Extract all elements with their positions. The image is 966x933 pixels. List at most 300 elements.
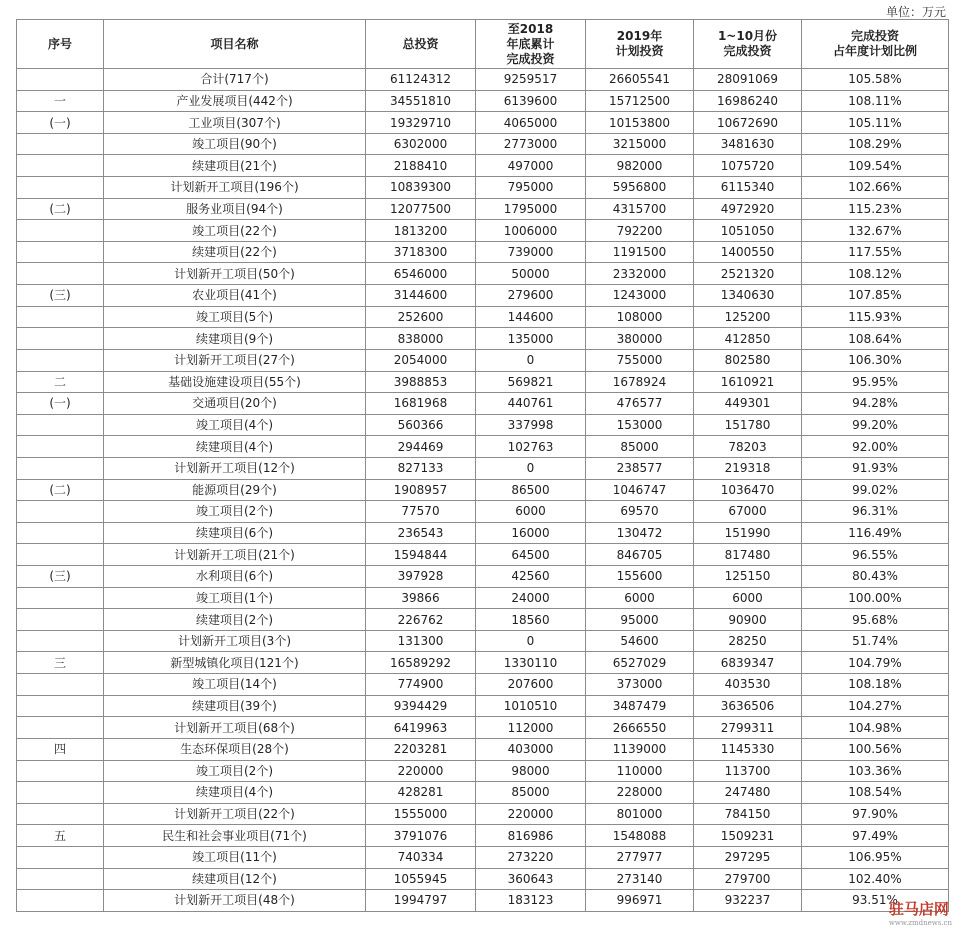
cell-cumulative-2018: 86500 [476,479,586,501]
header-cumulative-2018: 至2018 年底累计 完成投资 [476,20,586,69]
watermark-url: www.zmdnews.cn [888,919,952,927]
cell-seq [17,674,104,696]
cell-total-investment: 1555000 [366,803,476,825]
cell-jan-oct-completed: 1509231 [694,825,802,847]
table-row [17,90,949,112]
table-row [17,414,949,436]
cell-cumulative-2018: 6139600 [476,90,586,112]
cell-seq [17,133,104,155]
cell-seq: 一 [17,90,104,112]
cell-total-investment: 3988853 [366,371,476,393]
cell-plan-2019: 380000 [586,328,694,350]
cell-seq [17,587,104,609]
cell-project-name: 续建项目(9个) [104,328,366,350]
cell-completion-ratio: 104.79% [802,652,949,674]
cell-cumulative-2018: 1010510 [476,695,586,717]
table-row [17,198,949,220]
cell-seq [17,544,104,566]
cell-plan-2019: 3487479 [586,695,694,717]
table-row [17,220,949,242]
cell-total-investment: 39866 [366,587,476,609]
cell-seq [17,436,104,458]
cell-seq [17,803,104,825]
cell-cumulative-2018: 9259517 [476,69,586,91]
cell-completion-ratio: 92.00% [802,436,949,458]
cell-total-investment: 12077500 [366,198,476,220]
cell-jan-oct-completed: 297295 [694,846,802,868]
cell-cumulative-2018: 85000 [476,782,586,804]
cell-seq [17,414,104,436]
table-row [17,566,949,588]
cell-total-investment: 10839300 [366,177,476,199]
cell-cumulative-2018: 816986 [476,825,586,847]
cell-total-investment: 428281 [366,782,476,804]
cell-jan-oct-completed: 1610921 [694,371,802,393]
cell-seq [17,177,104,199]
cell-seq: (二) [17,479,104,501]
header-total-investment: 总投资 [366,20,476,69]
cell-jan-oct-completed: 219318 [694,457,802,479]
cell-completion-ratio: 107.85% [802,285,949,307]
cell-seq [17,868,104,890]
cell-jan-oct-completed: 1145330 [694,738,802,760]
cell-total-investment: 6419963 [366,717,476,739]
cell-completion-ratio: 108.18% [802,674,949,696]
table-row [17,630,949,652]
cell-total-investment: 1594844 [366,544,476,566]
cell-completion-ratio: 108.54% [802,782,949,804]
cell-cumulative-2018: 0 [476,349,586,371]
cell-jan-oct-completed: 28091069 [694,69,802,91]
cell-total-investment: 6302000 [366,133,476,155]
table-row [17,436,949,458]
cell-cumulative-2018: 50000 [476,263,586,285]
cell-completion-ratio: 104.98% [802,717,949,739]
cell-project-name: 基础设施建设项目(55个) [104,371,366,393]
cell-completion-ratio: 96.31% [802,501,949,523]
cell-plan-2019: 1678924 [586,371,694,393]
cell-completion-ratio: 115.93% [802,306,949,328]
cell-total-investment: 740334 [366,846,476,868]
cell-completion-ratio: 100.56% [802,738,949,760]
cell-cumulative-2018: 1006000 [476,220,586,242]
cell-cumulative-2018: 440761 [476,393,586,415]
cell-total-investment: 1813200 [366,220,476,242]
cell-project-name: 计划新开工项目(48个) [104,890,366,912]
cell-jan-oct-completed: 151780 [694,414,802,436]
cell-total-investment: 61124312 [366,69,476,91]
cell-project-name: 计划新开工项目(3个) [104,630,366,652]
cell-total-investment: 226762 [366,609,476,631]
header-seq: 序号 [17,20,104,69]
cell-jan-oct-completed: 10672690 [694,112,802,134]
cell-completion-ratio: 99.02% [802,479,949,501]
cell-project-name: 新型城镇化项目(121个) [104,652,366,674]
cell-cumulative-2018: 42560 [476,566,586,588]
cell-seq: (一) [17,112,104,134]
table-header-row [17,20,949,69]
table-row [17,674,949,696]
cell-cumulative-2018: 220000 [476,803,586,825]
cell-cumulative-2018: 1330110 [476,652,586,674]
cell-completion-ratio: 116.49% [802,522,949,544]
cell-seq [17,349,104,371]
cell-total-investment: 560366 [366,414,476,436]
unit-label: 单位：万元 [885,5,946,19]
cell-total-investment: 1055945 [366,868,476,890]
cell-completion-ratio: 109.54% [802,155,949,177]
cell-cumulative-2018: 569821 [476,371,586,393]
cell-completion-ratio: 99.20% [802,414,949,436]
table-row [17,760,949,782]
cell-jan-oct-completed: 3636506 [694,695,802,717]
cell-project-name: 水利项目(6个) [104,566,366,588]
cell-seq [17,263,104,285]
table-row [17,501,949,523]
table-row [17,371,949,393]
cell-completion-ratio: 108.64% [802,328,949,350]
cell-plan-2019: 54600 [586,630,694,652]
cell-seq [17,717,104,739]
cell-plan-2019: 228000 [586,782,694,804]
cell-jan-oct-completed: 802580 [694,349,802,371]
cell-seq: 五 [17,825,104,847]
cell-cumulative-2018: 112000 [476,717,586,739]
cell-project-name: 续建项目(6个) [104,522,366,544]
table-row [17,155,949,177]
cell-jan-oct-completed: 1051050 [694,220,802,242]
cell-jan-oct-completed: 817480 [694,544,802,566]
table-row [17,868,949,890]
cell-completion-ratio: 108.12% [802,263,949,285]
cell-total-investment: 6546000 [366,263,476,285]
cell-project-name: 计划新开工项目(50个) [104,263,366,285]
cell-total-investment: 1908957 [366,479,476,501]
cell-seq: 二 [17,371,104,393]
cell-project-name: 竣工项目(2个) [104,501,366,523]
cell-completion-ratio: 95.95% [802,371,949,393]
cell-total-investment: 827133 [366,457,476,479]
cell-plan-2019: 238577 [586,457,694,479]
cell-cumulative-2018: 337998 [476,414,586,436]
cell-seq [17,306,104,328]
table-row [17,890,949,912]
cell-cumulative-2018: 102763 [476,436,586,458]
cell-project-name: 计划新开工项目(68个) [104,717,366,739]
cell-jan-oct-completed: 2799311 [694,717,802,739]
cell-plan-2019: 1548088 [586,825,694,847]
cell-completion-ratio: 106.30% [802,349,949,371]
cell-seq [17,155,104,177]
cell-jan-oct-completed: 6000 [694,587,802,609]
cell-project-name: 续建项目(12个) [104,868,366,890]
cell-project-name: 计划新开工项目(12个) [104,457,366,479]
header-completion-ratio: 完成投资 占年度计划比例 [802,20,949,69]
cell-plan-2019: 755000 [586,349,694,371]
cell-total-investment: 3718300 [366,241,476,263]
cell-completion-ratio: 108.11% [802,90,949,112]
cell-total-investment: 34551810 [366,90,476,112]
cell-jan-oct-completed: 279700 [694,868,802,890]
cell-total-investment: 1994797 [366,890,476,912]
watermark-text: 驻马店网 [888,900,949,918]
cell-plan-2019: 1191500 [586,241,694,263]
cell-project-name: 竣工项目(2个) [104,760,366,782]
cell-plan-2019: 110000 [586,760,694,782]
cell-completion-ratio: 108.29% [802,133,949,155]
table-row [17,285,949,307]
cell-seq [17,630,104,652]
cell-plan-2019: 982000 [586,155,694,177]
cell-plan-2019: 373000 [586,674,694,696]
cell-cumulative-2018: 207600 [476,674,586,696]
cell-cumulative-2018: 2773000 [476,133,586,155]
cell-cumulative-2018: 360643 [476,868,586,890]
table-row [17,393,949,415]
cell-seq [17,328,104,350]
cell-plan-2019: 6527029 [586,652,694,674]
cell-project-name: 服务业项目(94个) [104,198,366,220]
table-row [17,112,949,134]
cell-plan-2019: 6000 [586,587,694,609]
cell-seq: (三) [17,285,104,307]
header-plan-2019: 2019年 计划投资 [586,20,694,69]
cell-completion-ratio: 115.23% [802,198,949,220]
table-row [17,522,949,544]
cell-project-name: 续建项目(2个) [104,609,366,631]
cell-completion-ratio: 91.93% [802,457,949,479]
cell-project-name: 竣工项目(90个) [104,133,366,155]
cell-seq [17,241,104,263]
cell-cumulative-2018: 16000 [476,522,586,544]
cell-plan-2019: 476577 [586,393,694,415]
cell-project-name: 交通项目(20个) [104,393,366,415]
cell-project-name: 续建项目(39个) [104,695,366,717]
cell-project-name: 农业项目(41个) [104,285,366,307]
cell-seq [17,501,104,523]
cell-total-investment: 838000 [366,328,476,350]
cell-completion-ratio: 100.00% [802,587,949,609]
table-row [17,69,949,91]
cell-completion-ratio: 104.27% [802,695,949,717]
cell-jan-oct-completed: 1400550 [694,241,802,263]
cell-plan-2019: 26605541 [586,69,694,91]
cell-seq [17,220,104,242]
cell-plan-2019: 2666550 [586,717,694,739]
cell-completion-ratio: 132.67% [802,220,949,242]
cell-cumulative-2018: 795000 [476,177,586,199]
cell-project-name: 续建项目(22个) [104,241,366,263]
cell-seq [17,522,104,544]
cell-project-name: 民生和社会事业项目(71个) [104,825,366,847]
cell-project-name: 竣工项目(4个) [104,414,366,436]
table-row [17,782,949,804]
table-row [17,306,949,328]
table-row [17,846,949,868]
cell-cumulative-2018: 144600 [476,306,586,328]
cell-seq [17,846,104,868]
cell-seq [17,695,104,717]
cell-cumulative-2018: 18560 [476,609,586,631]
cell-cumulative-2018: 24000 [476,587,586,609]
cell-seq: 四 [17,738,104,760]
table-row [17,587,949,609]
cell-plan-2019: 153000 [586,414,694,436]
cell-total-investment: 77570 [366,501,476,523]
cell-total-investment: 2188410 [366,155,476,177]
cell-plan-2019: 1243000 [586,285,694,307]
cell-project-name: 生态环保项目(28个) [104,738,366,760]
cell-plan-2019: 155600 [586,566,694,588]
table-row [17,609,949,631]
cell-cumulative-2018: 273220 [476,846,586,868]
table-row [17,177,949,199]
cell-cumulative-2018: 6000 [476,501,586,523]
cell-project-name: 续建项目(21个) [104,155,366,177]
cell-project-name: 竣工项目(1个) [104,587,366,609]
cell-completion-ratio: 105.58% [802,69,949,91]
cell-jan-oct-completed: 67000 [694,501,802,523]
cell-cumulative-2018: 135000 [476,328,586,350]
cell-jan-oct-completed: 932237 [694,890,802,912]
cell-plan-2019: 15712500 [586,90,694,112]
cell-total-investment: 2054000 [366,349,476,371]
cell-project-name: 计划新开工项目(27个) [104,349,366,371]
cell-jan-oct-completed: 113700 [694,760,802,782]
cell-seq: (二) [17,198,104,220]
cell-completion-ratio: 80.43% [802,566,949,588]
table-body [17,69,949,912]
cell-jan-oct-completed: 16986240 [694,90,802,112]
cell-project-name: 竣工项目(14个) [104,674,366,696]
cell-seq: 三 [17,652,104,674]
cell-total-investment: 236543 [366,522,476,544]
cell-project-name: 竣工项目(11个) [104,846,366,868]
cell-cumulative-2018: 183123 [476,890,586,912]
table-row [17,133,949,155]
cell-total-investment: 3144600 [366,285,476,307]
cell-plan-2019: 5956800 [586,177,694,199]
table-row [17,544,949,566]
cell-cumulative-2018: 1795000 [476,198,586,220]
cell-cumulative-2018: 0 [476,457,586,479]
cell-total-investment: 252600 [366,306,476,328]
cell-total-investment: 397928 [366,566,476,588]
cell-project-name: 竣工项目(22个) [104,220,366,242]
cell-jan-oct-completed: 125200 [694,306,802,328]
cell-jan-oct-completed: 78203 [694,436,802,458]
cell-total-investment: 16589292 [366,652,476,674]
cell-completion-ratio: 97.90% [802,803,949,825]
cell-total-investment: 131300 [366,630,476,652]
cell-jan-oct-completed: 151990 [694,522,802,544]
cell-jan-oct-completed: 90900 [694,609,802,631]
cell-project-name: 计划新开工项目(196个) [104,177,366,199]
cell-total-investment: 19329710 [366,112,476,134]
cell-jan-oct-completed: 4972920 [694,198,802,220]
cell-plan-2019: 792200 [586,220,694,242]
cell-project-name: 产业发展项目(442个) [104,90,366,112]
table-row [17,263,949,285]
cell-seq [17,890,104,912]
cell-project-name: 能源项目(29个) [104,479,366,501]
cell-seq [17,69,104,91]
cell-cumulative-2018: 279600 [476,285,586,307]
cell-total-investment: 220000 [366,760,476,782]
cell-plan-2019: 277977 [586,846,694,868]
cell-project-name: 竣工项目(5个) [104,306,366,328]
cell-plan-2019: 1046747 [586,479,694,501]
cell-completion-ratio: 102.40% [802,868,949,890]
cell-seq: (一) [17,393,104,415]
cell-jan-oct-completed: 403530 [694,674,802,696]
cell-completion-ratio: 94.28% [802,393,949,415]
table-row [17,825,949,847]
cell-plan-2019: 1139000 [586,738,694,760]
cell-jan-oct-completed: 1075720 [694,155,802,177]
cell-cumulative-2018: 98000 [476,760,586,782]
cell-plan-2019: 85000 [586,436,694,458]
cell-completion-ratio: 103.36% [802,760,949,782]
cell-completion-ratio: 102.66% [802,177,949,199]
cell-total-investment: 294469 [366,436,476,458]
table-row [17,717,949,739]
investment-table [16,19,949,912]
cell-completion-ratio: 93.51% [802,890,949,912]
cell-jan-oct-completed: 2521320 [694,263,802,285]
cell-project-name: 续建项目(4个) [104,436,366,458]
cell-cumulative-2018: 4065000 [476,112,586,134]
watermark-logo [889,898,952,927]
cell-project-name: 合计(717个) [104,69,366,91]
cell-seq: (三) [17,566,104,588]
cell-jan-oct-completed: 247480 [694,782,802,804]
cell-plan-2019: 95000 [586,609,694,631]
cell-total-investment: 2203281 [366,738,476,760]
cell-jan-oct-completed: 784150 [694,803,802,825]
cell-completion-ratio: 96.55% [802,544,949,566]
cell-plan-2019: 801000 [586,803,694,825]
cell-completion-ratio: 106.95% [802,846,949,868]
cell-plan-2019: 3215000 [586,133,694,155]
cell-seq [17,609,104,631]
table-row [17,738,949,760]
cell-jan-oct-completed: 6839347 [694,652,802,674]
cell-jan-oct-completed: 125150 [694,566,802,588]
cell-plan-2019: 4315700 [586,198,694,220]
cell-total-investment: 1681968 [366,393,476,415]
cell-cumulative-2018: 497000 [476,155,586,177]
cell-cumulative-2018: 0 [476,630,586,652]
cell-jan-oct-completed: 28250 [694,630,802,652]
cell-plan-2019: 69570 [586,501,694,523]
cell-plan-2019: 273140 [586,868,694,890]
cell-plan-2019: 108000 [586,306,694,328]
cell-jan-oct-completed: 1340630 [694,285,802,307]
cell-plan-2019: 2332000 [586,263,694,285]
cell-jan-oct-completed: 6115340 [694,177,802,199]
cell-seq [17,760,104,782]
cell-jan-oct-completed: 1036470 [694,479,802,501]
cell-project-name: 续建项目(4个) [104,782,366,804]
cell-jan-oct-completed: 449301 [694,393,802,415]
table-row [17,695,949,717]
header-jan-oct-completed: 1~10月份 完成投资 [694,20,802,69]
cell-completion-ratio: 51.74% [802,630,949,652]
cell-cumulative-2018: 64500 [476,544,586,566]
cell-plan-2019: 10153800 [586,112,694,134]
table-row [17,652,949,674]
